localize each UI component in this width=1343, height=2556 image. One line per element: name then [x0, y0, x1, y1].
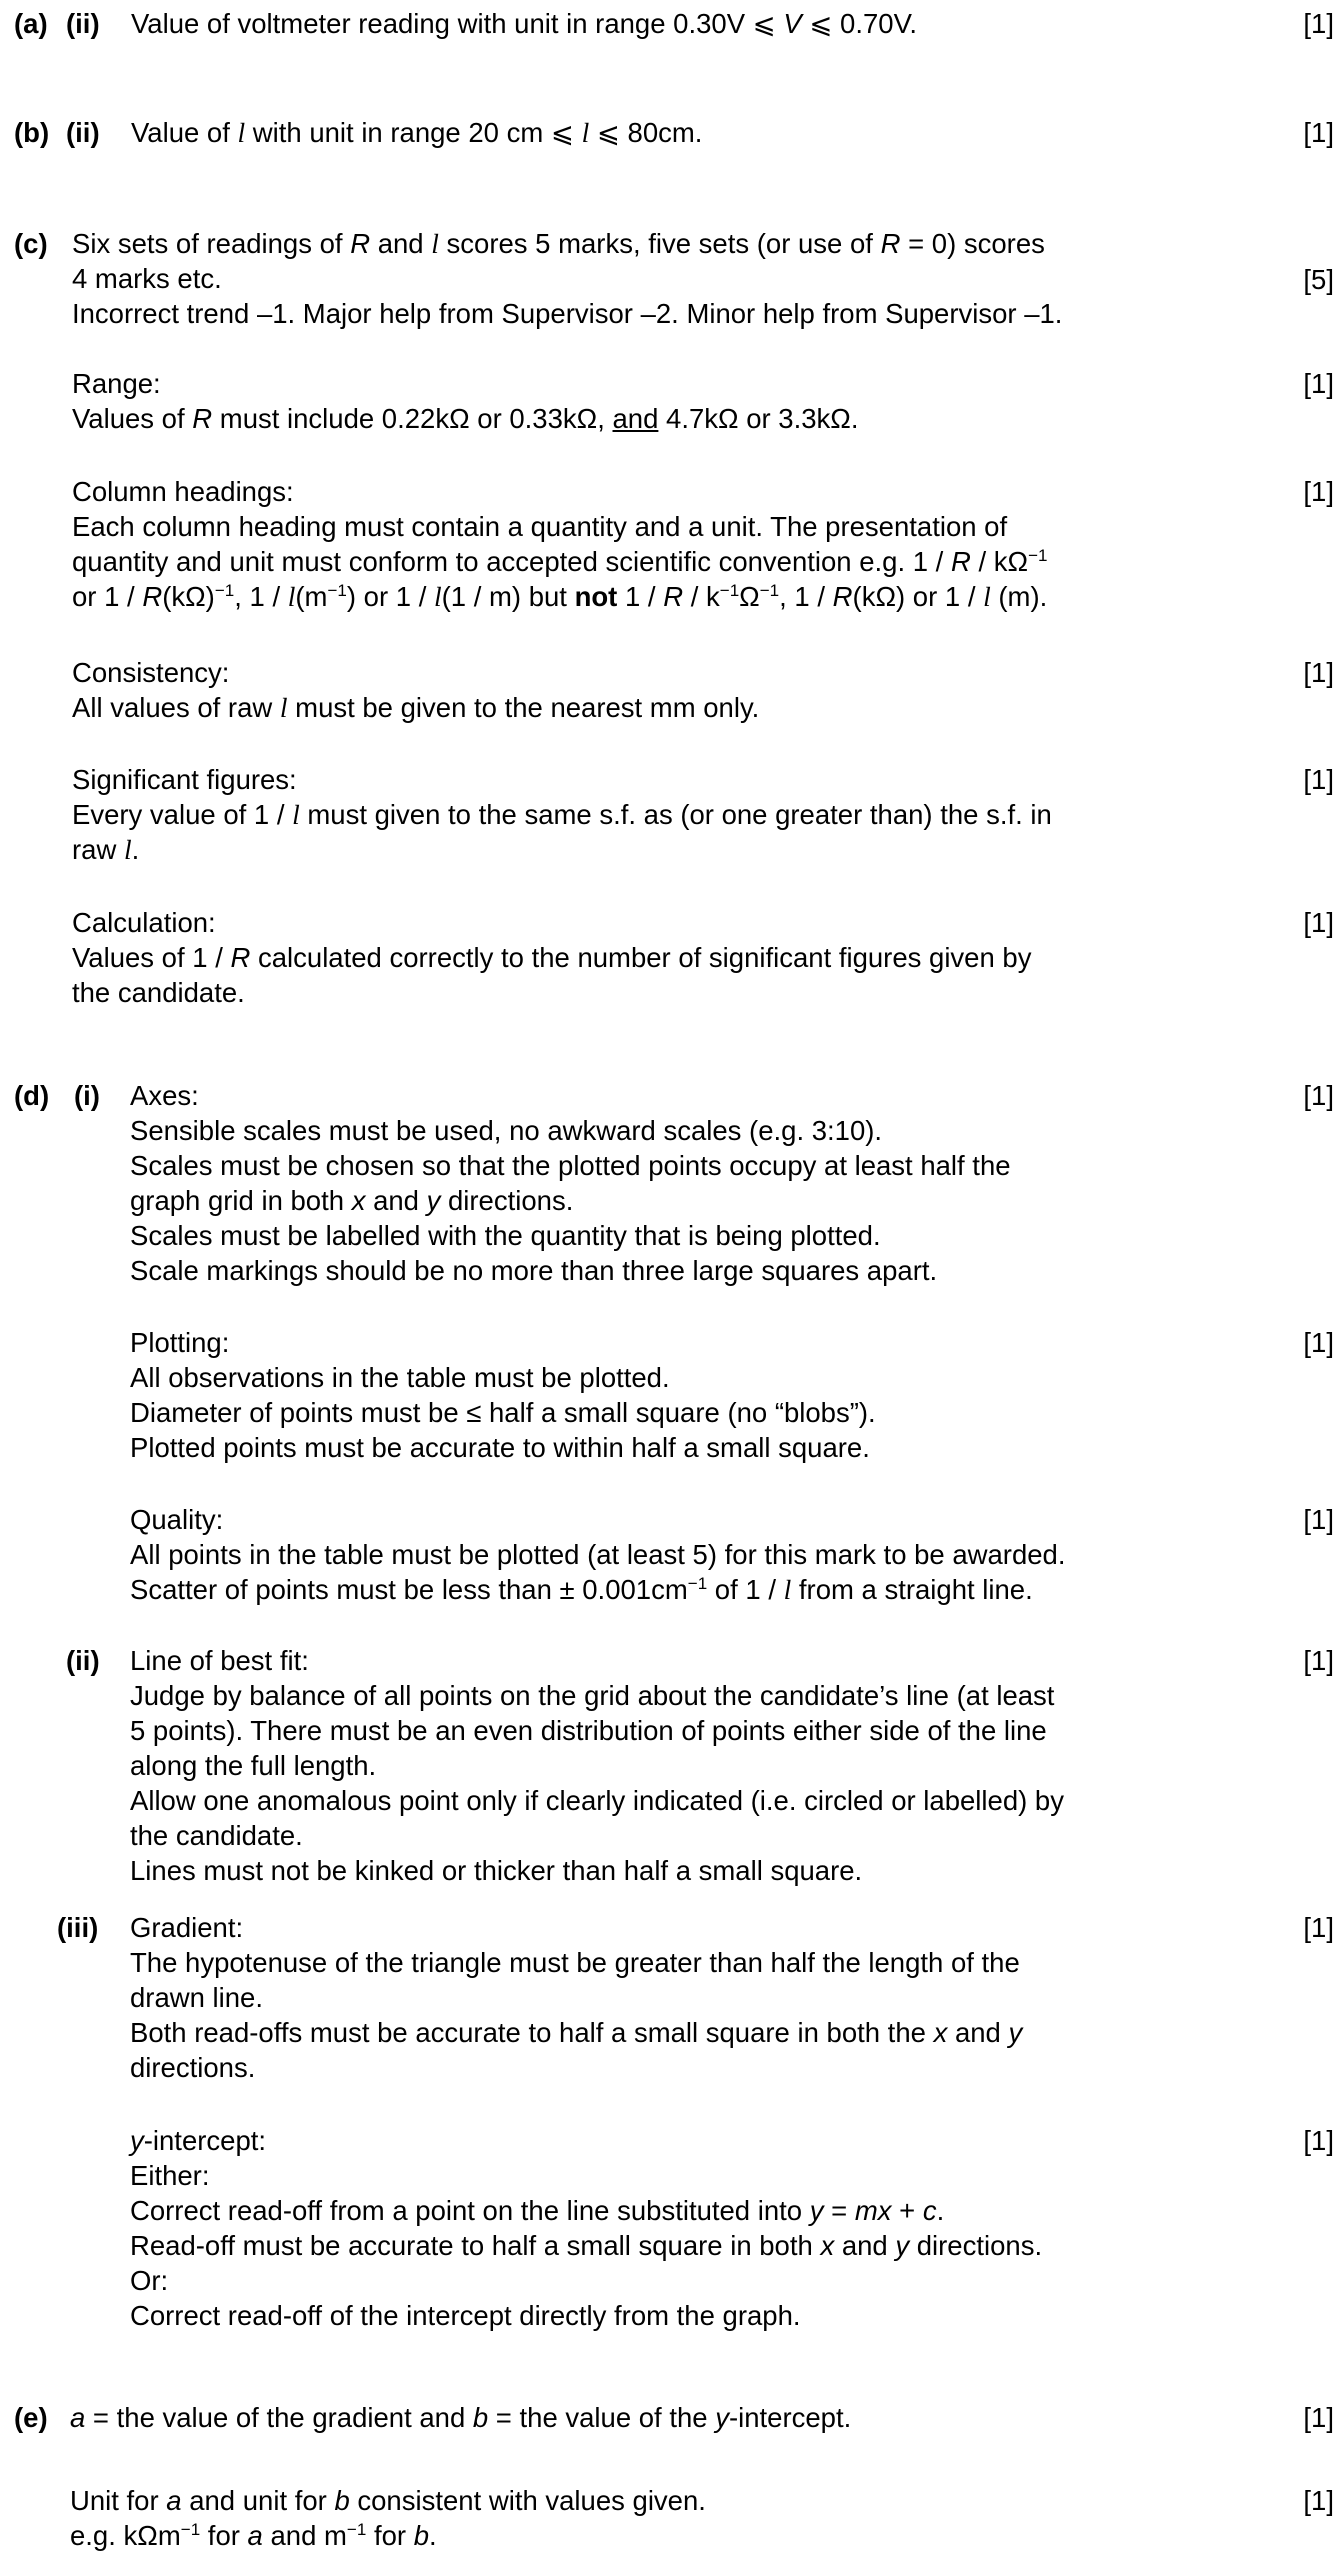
- part-c-label: (c): [14, 228, 48, 259]
- column-headings-marks: [1]: [1303, 476, 1334, 507]
- part-e-units-text: Unit for a and unit for b consistent with values given. e.g. kΩm$^{-1}$ for a and $m^{-1}$ for b.: [70, 2485, 706, 2551]
- part-b-ii-label: (ii): [66, 117, 100, 148]
- plotting-criterion: Plotting: All observations in the table must be plotted. Diameter of points must be ≤ half a small square (no “blobs”). Plotted points must be accurate to within half a small square.: [130, 1327, 876, 1463]
- range-criterion: Range: Values of R must include 0.22kΩ or 0.33kΩ, and 4.7kΩ or 3.3kΩ.: [72, 368, 859, 434]
- calculation-criterion: Calculation: Values of 1 / R calculated correctly to the number of significant figures given by the candidate.: [72, 907, 1032, 1008]
- calculation-marks: [1]: [1303, 907, 1334, 938]
- quality-heading: Quality:: [130, 1504, 224, 1535]
- line-of-best-fit-marks: [1]: [1303, 1645, 1334, 1676]
- y-intercept-heading: y-intercept:: [130, 2125, 267, 2156]
- consistency-heading: Consistency:: [72, 657, 230, 688]
- part-a-ii-label: (ii): [66, 8, 100, 39]
- gradient-marks: [1]: [1303, 1912, 1334, 1943]
- significant-figures-heading: Significant figures:: [72, 764, 297, 795]
- column-headings-heading: Column headings:: [72, 476, 294, 507]
- part-d-iii-label: (iii): [57, 1912, 99, 1943]
- significant-figures-marks: [1]: [1303, 764, 1334, 795]
- plotting-marks: [1]: [1303, 1327, 1334, 1358]
- axes-criterion: Axes: Sensible scales must be used, no awkward scales (e.g. 3:10). Scales must be chosen so that the plotted points occupy at least half the graph grid in both x and y directions. Scales must be labelled with the quantity that is being plotted. Scale markings should be no more than three large squares apart.: [130, 1080, 1011, 1286]
- y-intercept-criterion: y-intercept: Either: Correct read-off from a point on the line substituted into y = mx + c. Read-off must be accurate to half a small square in both x and y directions. Or: Correct read-off of the intercept directly from the graph.: [130, 2125, 1043, 2331]
- part-d-ii-label: (ii): [66, 1645, 100, 1676]
- line-of-best-fit-heading: Line of best fit:: [130, 1645, 309, 1676]
- significant-figures-criterion: Significant figures: Every value of 1 / l must given to the same s.f. as (or one greater than) the s.f. in raw l.: [72, 764, 1052, 865]
- part-e-label: (e): [14, 2402, 48, 2433]
- part-d-i-label: (i): [74, 1080, 100, 1111]
- quality-criterion: Quality: All points in the table must be plotted (at least 5) for this mark to be awarded. Scatter of points must be less than ± $0.001cm^{-1}$ of 1 / l from a straight line.: [130, 1504, 1066, 1605]
- quality-marks: [1]: [1303, 1504, 1334, 1535]
- range-marks: [1]: [1303, 368, 1334, 399]
- line-of-best-fit-criterion: Line of best fit: Judge by balance of all points on the grid about the candidate’s line (at least 5 points). There must be an even distribution of points either side of the line along the full length. Allow one anomalous point only if clearly indicated (i.e. circled or labelled) by the candidate. Lines must not be kinked or thicker than half a small square.: [130, 1645, 1064, 1886]
- part-e-values-text: a = the value of the gradient and b = the value of the y-intercept.: [70, 2402, 852, 2433]
- part-a-label: (a): [14, 8, 48, 39]
- part-c-main-marks: [5]: [1303, 264, 1334, 295]
- calculation-heading: Calculation:: [72, 907, 216, 938]
- part-e-values-marks: [1]: [1303, 2402, 1334, 2433]
- gradient-criterion: Gradient: The hypotenuse of the triangle must be greater than half the length of the drawn line. Both read-offs must be accurate to half a small square in both the x and y directions.: [130, 1912, 1023, 2083]
- part-b-ii-marks: [1]: [1303, 117, 1334, 148]
- part-c-main-text: Six sets of readings of R and l scores 5 marks, five sets (or use of R = 0) scores 4 marks etc. Incorrect trend –1. Major help from Supervisor –2. Minor help from Supervisor –1.: [72, 228, 1063, 329]
- y-intercept-marks: [1]: [1303, 2125, 1334, 2156]
- part-e-units-marks: [1]: [1303, 2485, 1334, 2516]
- gradient-heading: Gradient:: [130, 1912, 244, 1943]
- part-a-ii-text: Value of voltmeter reading with unit in range 0.30V ⩽ V ⩽ 0.70V.: [131, 8, 918, 39]
- axes-heading: Axes:: [130, 1080, 199, 1111]
- plotting-heading: Plotting:: [130, 1327, 230, 1358]
- consistency-criterion: Consistency: All values of raw l must be given to the nearest mm only.: [72, 657, 760, 723]
- consistency-marks: [1]: [1303, 657, 1334, 688]
- axes-marks: [1]: [1303, 1080, 1334, 1111]
- range-heading: Range:: [72, 368, 161, 399]
- part-a-ii-marks: [1]: [1303, 8, 1334, 39]
- part-b-label: (b): [14, 117, 50, 148]
- column-headings-criterion: Column headings: Each column heading must contain a quantity and a unit. The presentation of quantity and unit must conform to accepted scientific convention e.g. 1 / R / $k\Omega^{-1}$ or $1 / R(k\Omega)^{-1}$, $1 / l(m^{-1})$ or 1 / l(1 / m) but not 1 / R / $k^{-1}\Omega^{-1}$, 1 / R(kΩ) or 1 / l (m).: [72, 476, 1048, 612]
- part-d-label: (d): [14, 1080, 50, 1111]
- part-b-ii-text: Value of l with unit in range 20 cm ⩽ l ⩽ 80cm.: [131, 117, 703, 148]
